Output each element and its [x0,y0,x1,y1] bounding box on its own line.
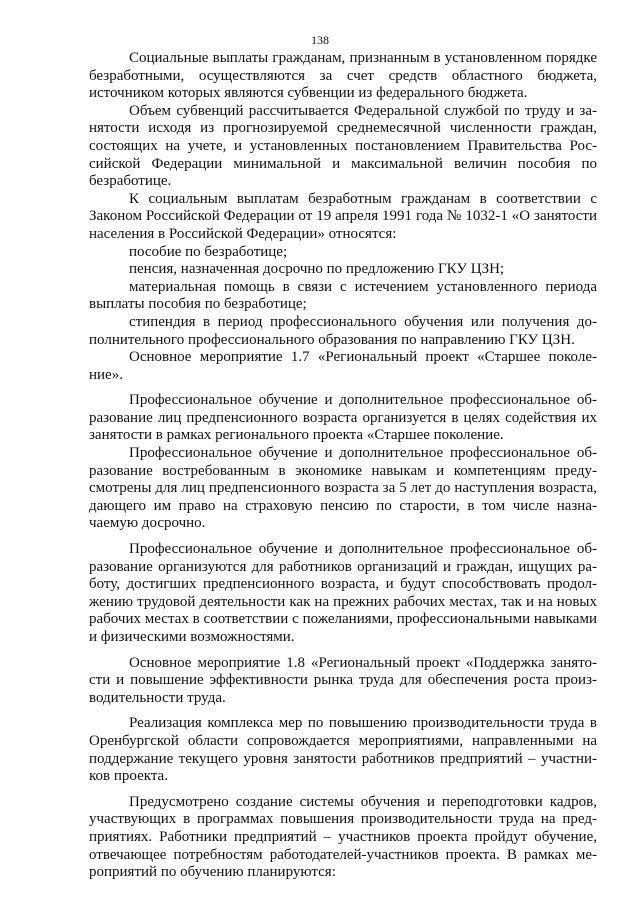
paragraph-training-skills: Профессиональное обучение и дополнительное профессиональное образование востребованным в экономике навыкам и компетенциям предусмотрены для лиц предпенсионного возраста за 5 лет до наступления возраста, дающего им право на страховую пенсию по старости, в том числе назначаемую досрочно. [89,445,597,532]
paragraph-training-system: Предусмотрено создание системы обучения и переподготовки кадров, участвующих в программах повышения производительности труда на предприятиях. Работники предприятий – участников проекта пройдут обучение, отвечающее потребностям работодателей-участников проекта. В рамках мероприятий по обучению планируются: [89,793,597,881]
page-number: 138 [311,33,329,47]
paragraph-social-payments-law: К социальным выплатам безработным гражданам в соответствии с Законом Российской Федерации от 19 апреля 1991 года № 1032-1 «О занятости населения в Российской Федерации» относятся: [89,190,597,242]
paragraph-measure-1-8: Основное мероприятие 1.8 «Региональный проект «Поддержка занятости и повышение эффективности рынка труда для обеспечения роста производительности труда. [89,654,597,706]
list-item-benefit: пособие по безработице; [129,243,288,260]
paragraph-subventions: Объем субвенций рассчитывается Федеральной службой по труду и занятости исходя из прогнозируемой среднемесячной численности граждан, состоящих на учете, и установленных постановлением Правительства Российской Федерации минимальной и максимальной величин пособия по безработице. [89,102,597,190]
document-body [89,50,597,882]
list-item-pension: пенсия, назначенная досрочно по предложению ГКУ ЦЗН; [129,261,505,278]
paragraph-productivity: Реализация комплекса мер по повышению производительности труда в Оренбургской области сопровождается мероприятиями, направленными на поддержание текущего уровня занятости работников предприятий – участников проекта. [89,715,597,785]
list-item-material-aid: материальная помощь в связи с истечением установленного периода выплаты пособия по безработице; [89,278,597,313]
paragraph-social-payments: Социальные выплаты гражданам, признанным в установленном порядке безработными, осуществляются за счет средств областного бюджета, источником которых являются субвенции из федерального бюджета. [89,50,597,102]
paragraph-training-pre-retirement: Профессиональное обучение и дополнительное профессиональное образование лиц предпенсионного возраста организуется в целях содействия их занятости в рамках регионального проекта «Старшее поколение. [89,392,597,444]
paragraph-measure-1-7: Основное мероприятие 1.7 «Региональный проект «Старшее поколение». [89,349,597,383]
paragraph-training-employees: Профессиональное обучение и дополнительное профессиональное образование организуются для работников организаций и граждан, ищущих работу, достигших предпенсионного возраста, и будут способствовать продолжению трудовой деятельности как на прежних рабочих местах, так и на новых рабочих местах в соответствии с пожеланиями, профессиональными навыками и физическими возможностями. [89,541,597,645]
list-item-stipend: стипендия в период профессионального обучения или получения дополнительного профессионального образования по направлению ГКУ ЦЗН. [89,313,597,348]
